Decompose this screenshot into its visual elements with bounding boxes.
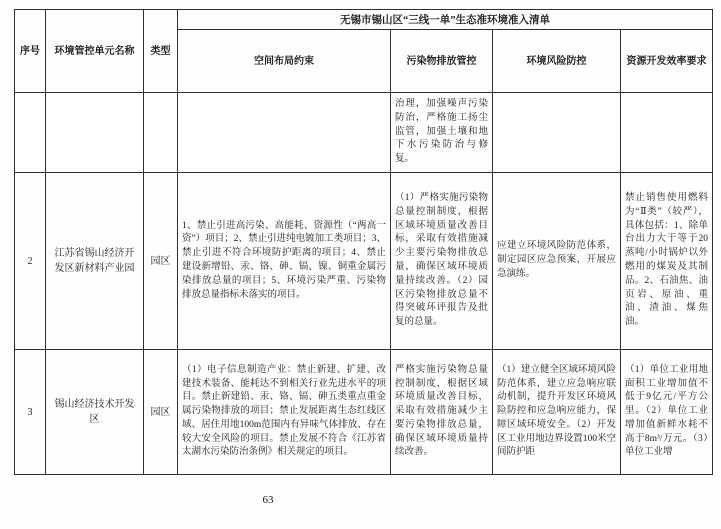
row-unit-name: 江苏省锡山经济开发区新材料产业园 <box>46 173 144 350</box>
table-title: 无锡市锡山区“三线一单”生态准环境准入清单 <box>178 10 713 30</box>
row-type: 园区 <box>144 350 178 475</box>
row-risk: （1）建立健全区域环境风险防范体系，建立应急响应联动机制，提升开发区环境风险防控和应急响应能力，保障区域环境安全。（2）开发区工业用地边界设置100米空间防护距 <box>493 350 621 475</box>
continuation-risk-cell <box>493 93 621 173</box>
row-resource: （1）单位工业用地面积工业增加值不低于9亿元/平方公里。（2）单位工业增加值新鲜水耗不高于8m³/万元。（3）单位工业增 <box>621 350 713 475</box>
row-resource: 禁止销售使用燃料为“Ⅱ类”（较严），具体包括：1、除单台出力大于等于20蒸吨/小时锅炉以外燃用的煤炭及其制品。2、石油焦、油页岩、原油、重油、渣油、煤焦油。 <box>621 173 713 350</box>
col-header-resource: 资源开发效率要求 <box>621 30 713 93</box>
row-pollutant: 严格实施污染物总量控制制度，根据区域环境质量改善目标，采取有效措施减少主要污染物排放总量，确保区域环境质量持续改善。 <box>391 350 493 475</box>
row-spatial: （1）电子信息制造产业：禁止新建、扩建、改建技术装备、能耗达不到相关行业先进水平的项目。禁止新建铅、汞、铬、镉、砷五类重点重金属污染物排放的项目；禁止发展距离生态红线区域、居住用地100m范围内有异味气体排放、存在较大安全风险的项目。禁止发展不符合《江苏省太湖水污染防治条例》相关规定的项目。 <box>178 350 391 475</box>
row-index: 2 <box>15 173 46 350</box>
continuation-index-cell <box>15 93 46 173</box>
col-header-risk: 环境风险防控 <box>493 30 621 93</box>
col-header-pollutant: 污染物排放管控 <box>391 30 493 93</box>
table-row <box>15 350 713 475</box>
table-row <box>15 173 713 350</box>
row-unit-name: 锡山经济技术开发区 <box>46 350 144 475</box>
row-index: 3 <box>15 350 46 475</box>
access-list-table-wrap <box>14 9 712 475</box>
continuation-spatial-cell <box>178 93 391 173</box>
continuation-unit-name-cell <box>46 93 144 173</box>
row-pollutant: （1）严格实施污染物总量控制制度，根据区域环境质量改善目标，采取有效措施减少主要污染物排放总量，确保区域环境质量持续改善。（2）园区污染物排放总量不得突破环评报告及批复的总量。 <box>391 173 493 350</box>
col-header-type: 类型 <box>144 10 178 93</box>
continuation-type-cell <box>144 93 178 173</box>
row-spatial: 1、禁止引进高污染、高能耗、资源性（“两高一资”）项目；2、禁止引进纯电镀加工类项目；3、禁止引进不符合环境防护距离的项目；4、禁止建设新增铅、汞、铬、砷、镉、镍、铜重金属污染排放总量的项目；5、环境污染严重、污染物排放总量指标未落实的项目。 <box>178 173 391 350</box>
page-number: 63 <box>262 494 274 506</box>
continuation-pollutant-cell: 治理，加强噪声污染防治，严格施工扬尘监管，加强土壤和地下水污染防治与修复。 <box>391 93 493 173</box>
row-risk: 应建立环境风险防范体系，制定园区应急预案，开展应急演练。 <box>493 173 621 350</box>
col-header-unit-name: 环境管控单元名称 <box>46 10 144 93</box>
continuation-row <box>15 93 713 173</box>
access-list-table <box>14 9 713 475</box>
col-header-index: 序号 <box>15 10 46 93</box>
col-header-spatial: 空间布局约束 <box>178 30 391 93</box>
continuation-resource-cell <box>621 93 713 173</box>
row-type: 园区 <box>144 173 178 350</box>
